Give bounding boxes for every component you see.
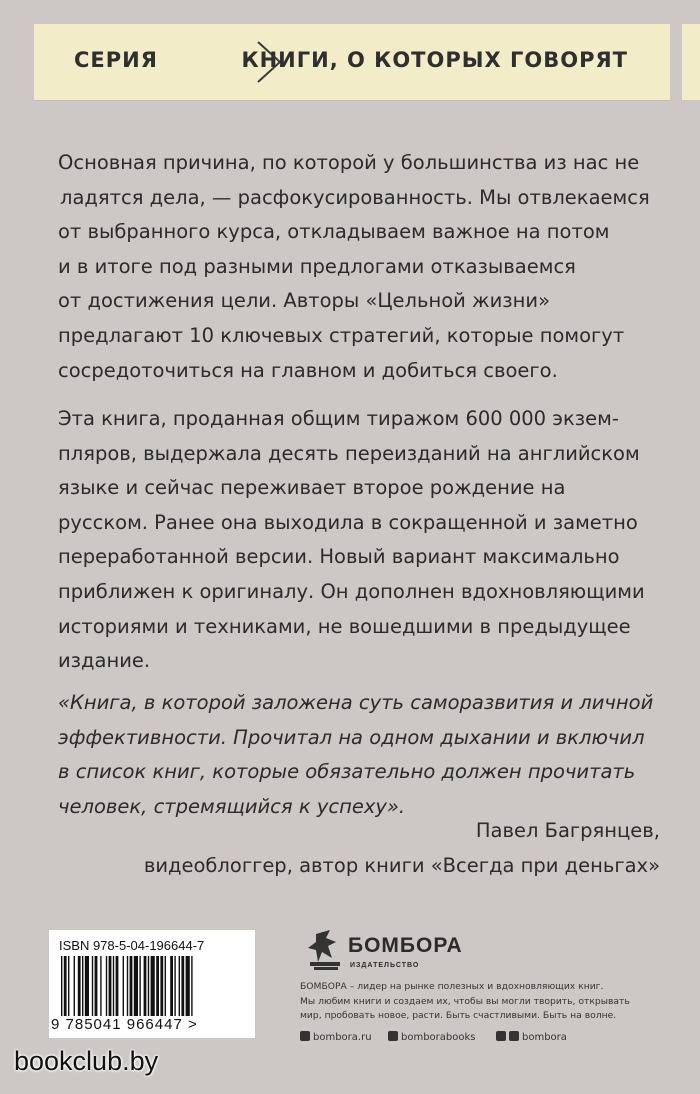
quote-line: в список книг, которые обязательно должен прочитать [58,760,636,784]
about-line: Мы любим книги и создаем их, чтобы вы могли творить, открывать [300,995,630,1007]
watermark-text: bookclub.by [14,1046,159,1076]
vk-icon [388,1031,398,1041]
barcode-digits: 9 785041 966447 > [51,1016,198,1033]
text-line: языке и сейчас переживает второе рождение на [58,476,566,500]
banner-tab [682,24,700,100]
link-label: bombora [522,1032,567,1043]
text-line: от выбранного курса, откладываем важное на потом [58,220,610,244]
link-social[interactable] [496,1031,567,1043]
description-paragraph-1 [58,146,658,388]
bombora-logo-icon [306,928,344,972]
quote-line: «Книга, в которой заложена суть саморазвития и личной [58,691,654,714]
publisher-logo-name: БОМБОРА [348,934,463,957]
author-name: Павел Багрянцев, [475,819,660,842]
text-line: издание. [58,649,151,673]
quote-line: эффективности. Прочитал на одном дыхании и включил [58,725,645,749]
about-line: БОМБОРА – лидер на рынке полезных и вдохновляющих книг. [300,981,604,992]
description-paragraph-2 [58,402,658,679]
series-title: КНИГИ, О КОТОРЫХ ГОВОРЯТ [241,48,628,72]
quote-author [144,814,660,883]
text-line: приближен к оригиналу. Он дополнен вдохновляющими [58,579,645,603]
text-line: Основная причина, по которой у большинства из нас не [58,151,640,174]
text-line: историями и техниками, не вошедшими в предыдущее [58,614,631,638]
link-label: bomborabooks [401,1032,476,1043]
series-label: СЕРИЯ [74,48,158,72]
text-line: русском. Ранее она выходила в сокращенной и заметно [58,510,638,534]
series-banner [34,24,670,100]
text-line: ладятся дела, — расфокусированность. Мы отвлекаемся [60,185,650,209]
telegram-icon [509,1031,519,1041]
link-vk[interactable] [388,1031,476,1043]
publisher-about [300,980,660,1024]
text-line: от достижения цели. Авторы «Цельной жизни» [58,289,551,313]
link-website[interactable] [300,1031,372,1043]
text-line: и в итоге под разными предлогами отказываемся [58,254,576,278]
about-line: мир, пробовать новое, расти. Быть счастливыми. Быть на волне. [300,1010,617,1021]
author-role: видеоблоггер, автор книги «Всегда при деньгах» [143,853,660,877]
review-quote [58,686,668,824]
text-line: переработанной версии. Новый вариант максимально [58,545,620,569]
globe-icon [300,1031,310,1041]
text-line: Эта книга, проданная общим тиражом 600 000 экзем- [58,407,619,430]
barcode-image [61,956,245,1018]
text-line: сосредоточиться на главном и добиться своего. [58,358,558,382]
link-label: bombora.ru [313,1032,372,1043]
youtube-icon [496,1031,506,1041]
barcode-box [49,930,255,1038]
text-line: пляров, выдержала десять переизданий на английском [58,441,640,465]
publisher-logo-subtitle: ИЗДАТЕЛЬСТВО [350,962,420,969]
quote-line: человек, стремящийся к успеху». [58,794,406,818]
isbn-text: ISBN 978-5-04-196644-7 [59,938,205,953]
text-line: предлагают 10 ключевых стратегий, которые помогут [58,323,625,347]
